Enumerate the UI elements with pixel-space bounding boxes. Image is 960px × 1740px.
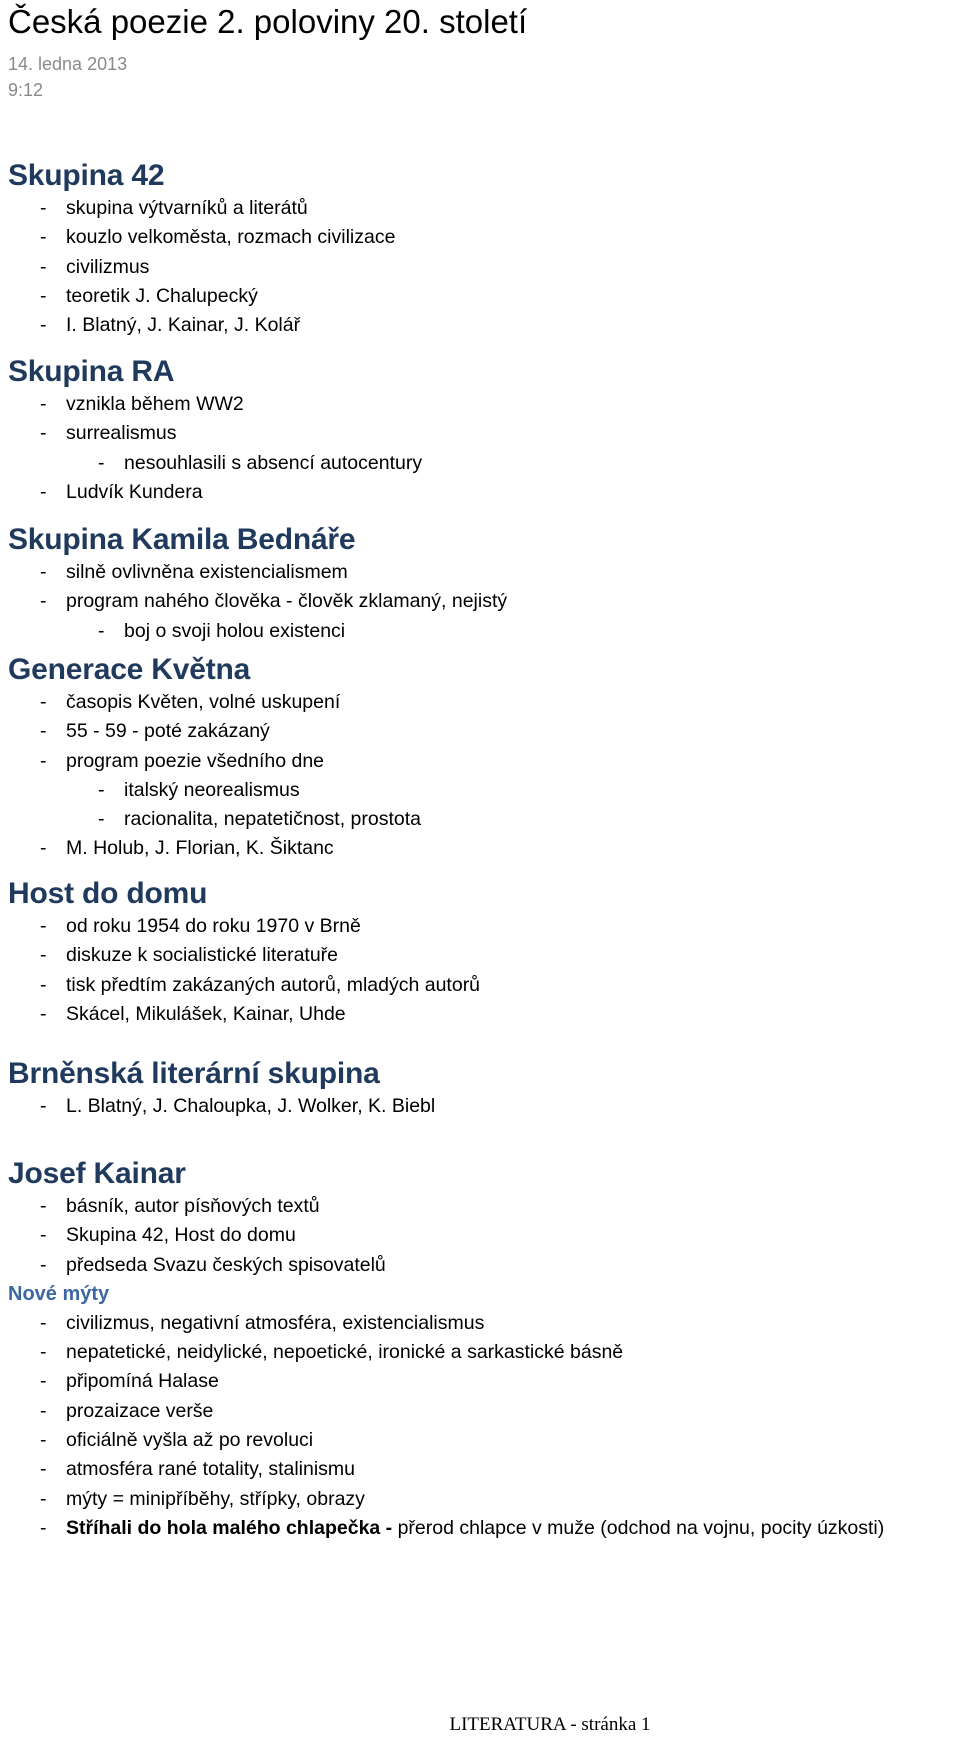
bullet-dash: - (40, 691, 47, 713)
item-text: teoretik J. Chalupecký (66, 284, 258, 307)
bullet-list (8, 194, 958, 340)
item-text: oficiálně vyšla až po revoluci (66, 1429, 314, 1452)
item-text: civilizmus, negativní atmosféra, existencialismus (66, 1311, 485, 1334)
item-text: nepatetické, neidylické, nepoetické, ironické a sarkastické básně (66, 1341, 624, 1364)
bullet-dash: - (40, 973, 47, 996)
item-text: atmosféra rané totality, stalinismu (66, 1458, 356, 1481)
item-text: Skácel, Mikulášek, Kainar, Uhde (66, 1002, 346, 1025)
list-item (8, 1426, 958, 1455)
bullet-dash: - (40, 590, 47, 613)
item-text: program poezie všedního dne (66, 749, 325, 772)
item-bold-text: Stříhali do hola malého chlapečka - (66, 1516, 393, 1539)
bullet-dash: - (98, 451, 105, 474)
item-text: mýty = minipříběhy, střípky, obrazy (66, 1487, 365, 1510)
item-text: od roku 1954 do roku 1970 v Brně (66, 915, 361, 937)
bullet-dash: - (40, 197, 47, 219)
bullet-dash: - (40, 1224, 47, 1247)
page-title: Česká poezie 2. poloviny 20. století (8, 3, 528, 40)
item-text: časopis Květen, volné uskupení (66, 691, 341, 713)
item-text: L. Blatný, J. Chaloupka, J. Wolker, K. Biebl (66, 1095, 436, 1117)
bullet-dash: - (40, 749, 47, 772)
section-heading: Skupina 42 (8, 159, 165, 192)
bullet-dash: - (98, 808, 105, 831)
page-footer: LITERATURA - stránka 1 (449, 1714, 651, 1735)
bullet-dash: - (40, 561, 47, 583)
list-item (8, 223, 958, 252)
list-item (8, 558, 958, 587)
list-item (8, 419, 958, 448)
bullet-dash: - (40, 284, 47, 307)
list-item (8, 912, 958, 941)
bullet-dash: - (40, 314, 47, 337)
section (8, 522, 958, 646)
list-item (8, 776, 958, 805)
list-item (8, 1338, 958, 1367)
item-text: surrealismus (66, 422, 177, 445)
section (8, 1156, 958, 1543)
list-item (8, 1397, 958, 1426)
bullet-dash: - (40, 1429, 47, 1452)
section (8, 158, 958, 340)
list-item (8, 1192, 958, 1221)
bullet-dash: - (40, 720, 47, 743)
list-item (8, 449, 958, 478)
bullet-dash: - (40, 1458, 47, 1481)
page-time: 9:12 (8, 80, 44, 100)
list-item (8, 194, 958, 223)
section (8, 354, 958, 507)
page-date: 14. ledna 2013 (8, 54, 128, 74)
list-item (8, 1251, 958, 1280)
section-heading: Generace Května (8, 653, 251, 686)
list-item (8, 1000, 958, 1029)
list-item (8, 587, 958, 616)
bullet-list (8, 688, 958, 864)
item-text: I. Blatný, J. Kainar, J. Kolář (66, 314, 301, 337)
item-text: kouzlo velkoměsta, rozmach civilizace (66, 226, 396, 249)
bullet-dash: - (40, 226, 47, 249)
item-text: silně ovlivněna existencialismem (66, 561, 348, 583)
list-item (8, 253, 958, 282)
list-item (8, 717, 958, 746)
bullet-dash: - (40, 393, 47, 415)
bullet-dash: - (40, 944, 47, 967)
bullet-dash: - (40, 1341, 47, 1364)
list-item (8, 617, 958, 646)
list-item (8, 390, 958, 419)
bullet-dash: - (40, 1002, 47, 1025)
bullet-dash: - (40, 915, 47, 937)
bullet-list (8, 1192, 958, 1280)
item-text: předseda Svazu českých spisovatelů (66, 1253, 386, 1276)
list-item (8, 478, 958, 507)
list-item (8, 1092, 958, 1121)
section (8, 876, 958, 1029)
section-heading: Brněnská literární skupina (8, 1057, 380, 1090)
item-text: vznikla během WW2 (66, 393, 244, 415)
bullet-dash: - (40, 1487, 47, 1510)
bullet-list (8, 1092, 958, 1121)
list-item (8, 941, 958, 970)
list-item (8, 1309, 958, 1338)
section-heading: Josef Kainar (8, 1157, 186, 1190)
bullet-dash: - (40, 480, 47, 503)
bullet-list (8, 558, 958, 646)
list-item (8, 834, 958, 863)
bullet-dash: - (40, 255, 47, 278)
item-text: M. Holub, J. Florian, K. Šiktanc (66, 837, 334, 860)
item-text: básník, autor písňových textů (66, 1195, 320, 1217)
list-item (8, 1455, 958, 1484)
item-text: skupina výtvarníků a literátů (66, 197, 308, 219)
item-text: připomíná Halase (66, 1370, 219, 1393)
item-text: Ludvík Kundera (66, 480, 203, 503)
subsection-heading: Nové mýty (8, 1282, 110, 1305)
item-text: italský neorealismus (124, 778, 300, 801)
bullet-dash: - (40, 1195, 47, 1217)
item-text: Skupina 42, Host do domu (66, 1224, 296, 1247)
item-text: nesouhlasili s absencí autocentury (124, 451, 423, 474)
section-heading: Host do domu (8, 877, 208, 910)
list-item (8, 1367, 958, 1396)
item-text: tisk předtím zakázaných autorů, mladých autorů (66, 973, 481, 996)
bullet-dash: - (98, 778, 105, 801)
list-item (8, 805, 958, 834)
list-item (8, 971, 958, 1000)
bullet-dash: - (40, 1095, 47, 1117)
bullet-dash: - (40, 422, 47, 445)
item-text: program nahého člověka - člověk zklamaný, nejistý (66, 590, 508, 613)
item-text: 55 - 59 - poté zakázaný (66, 720, 270, 743)
bullet-dash: - (40, 1516, 47, 1539)
list-item (8, 311, 958, 340)
list-item (8, 688, 958, 717)
list-item (8, 1514, 958, 1543)
item-text: přerod chlapce v muže (odchod na vojnu, pocity úzkosti) (392, 1516, 885, 1539)
item-text: diskuze k socialistické literatuře (66, 944, 339, 967)
section (8, 652, 958, 864)
bullet-dash: - (40, 1370, 47, 1393)
bullet-list (8, 912, 958, 1029)
list-item (8, 1485, 958, 1514)
bullet-list (8, 1309, 958, 1543)
item-text: prozaizace verše (66, 1399, 214, 1422)
bullet-dash: - (40, 1253, 47, 1276)
bullet-dash: - (40, 837, 47, 860)
bullet-dash: - (40, 1311, 47, 1334)
bullet-list (8, 390, 958, 507)
item-text: racionalita, nepatetičnost, prostota (124, 808, 422, 831)
bullet-dash: - (98, 619, 105, 642)
item-text: boj o svoji holou existenci (124, 619, 346, 642)
section-heading: Skupina Kamila Bednáře (8, 523, 356, 556)
section-heading: Skupina RA (8, 355, 175, 388)
item-text: civilizmus (66, 255, 150, 278)
list-item (8, 747, 958, 776)
list-item (8, 282, 958, 311)
bullet-dash: - (40, 1399, 47, 1422)
section (8, 1056, 958, 1121)
list-item (8, 1221, 958, 1250)
